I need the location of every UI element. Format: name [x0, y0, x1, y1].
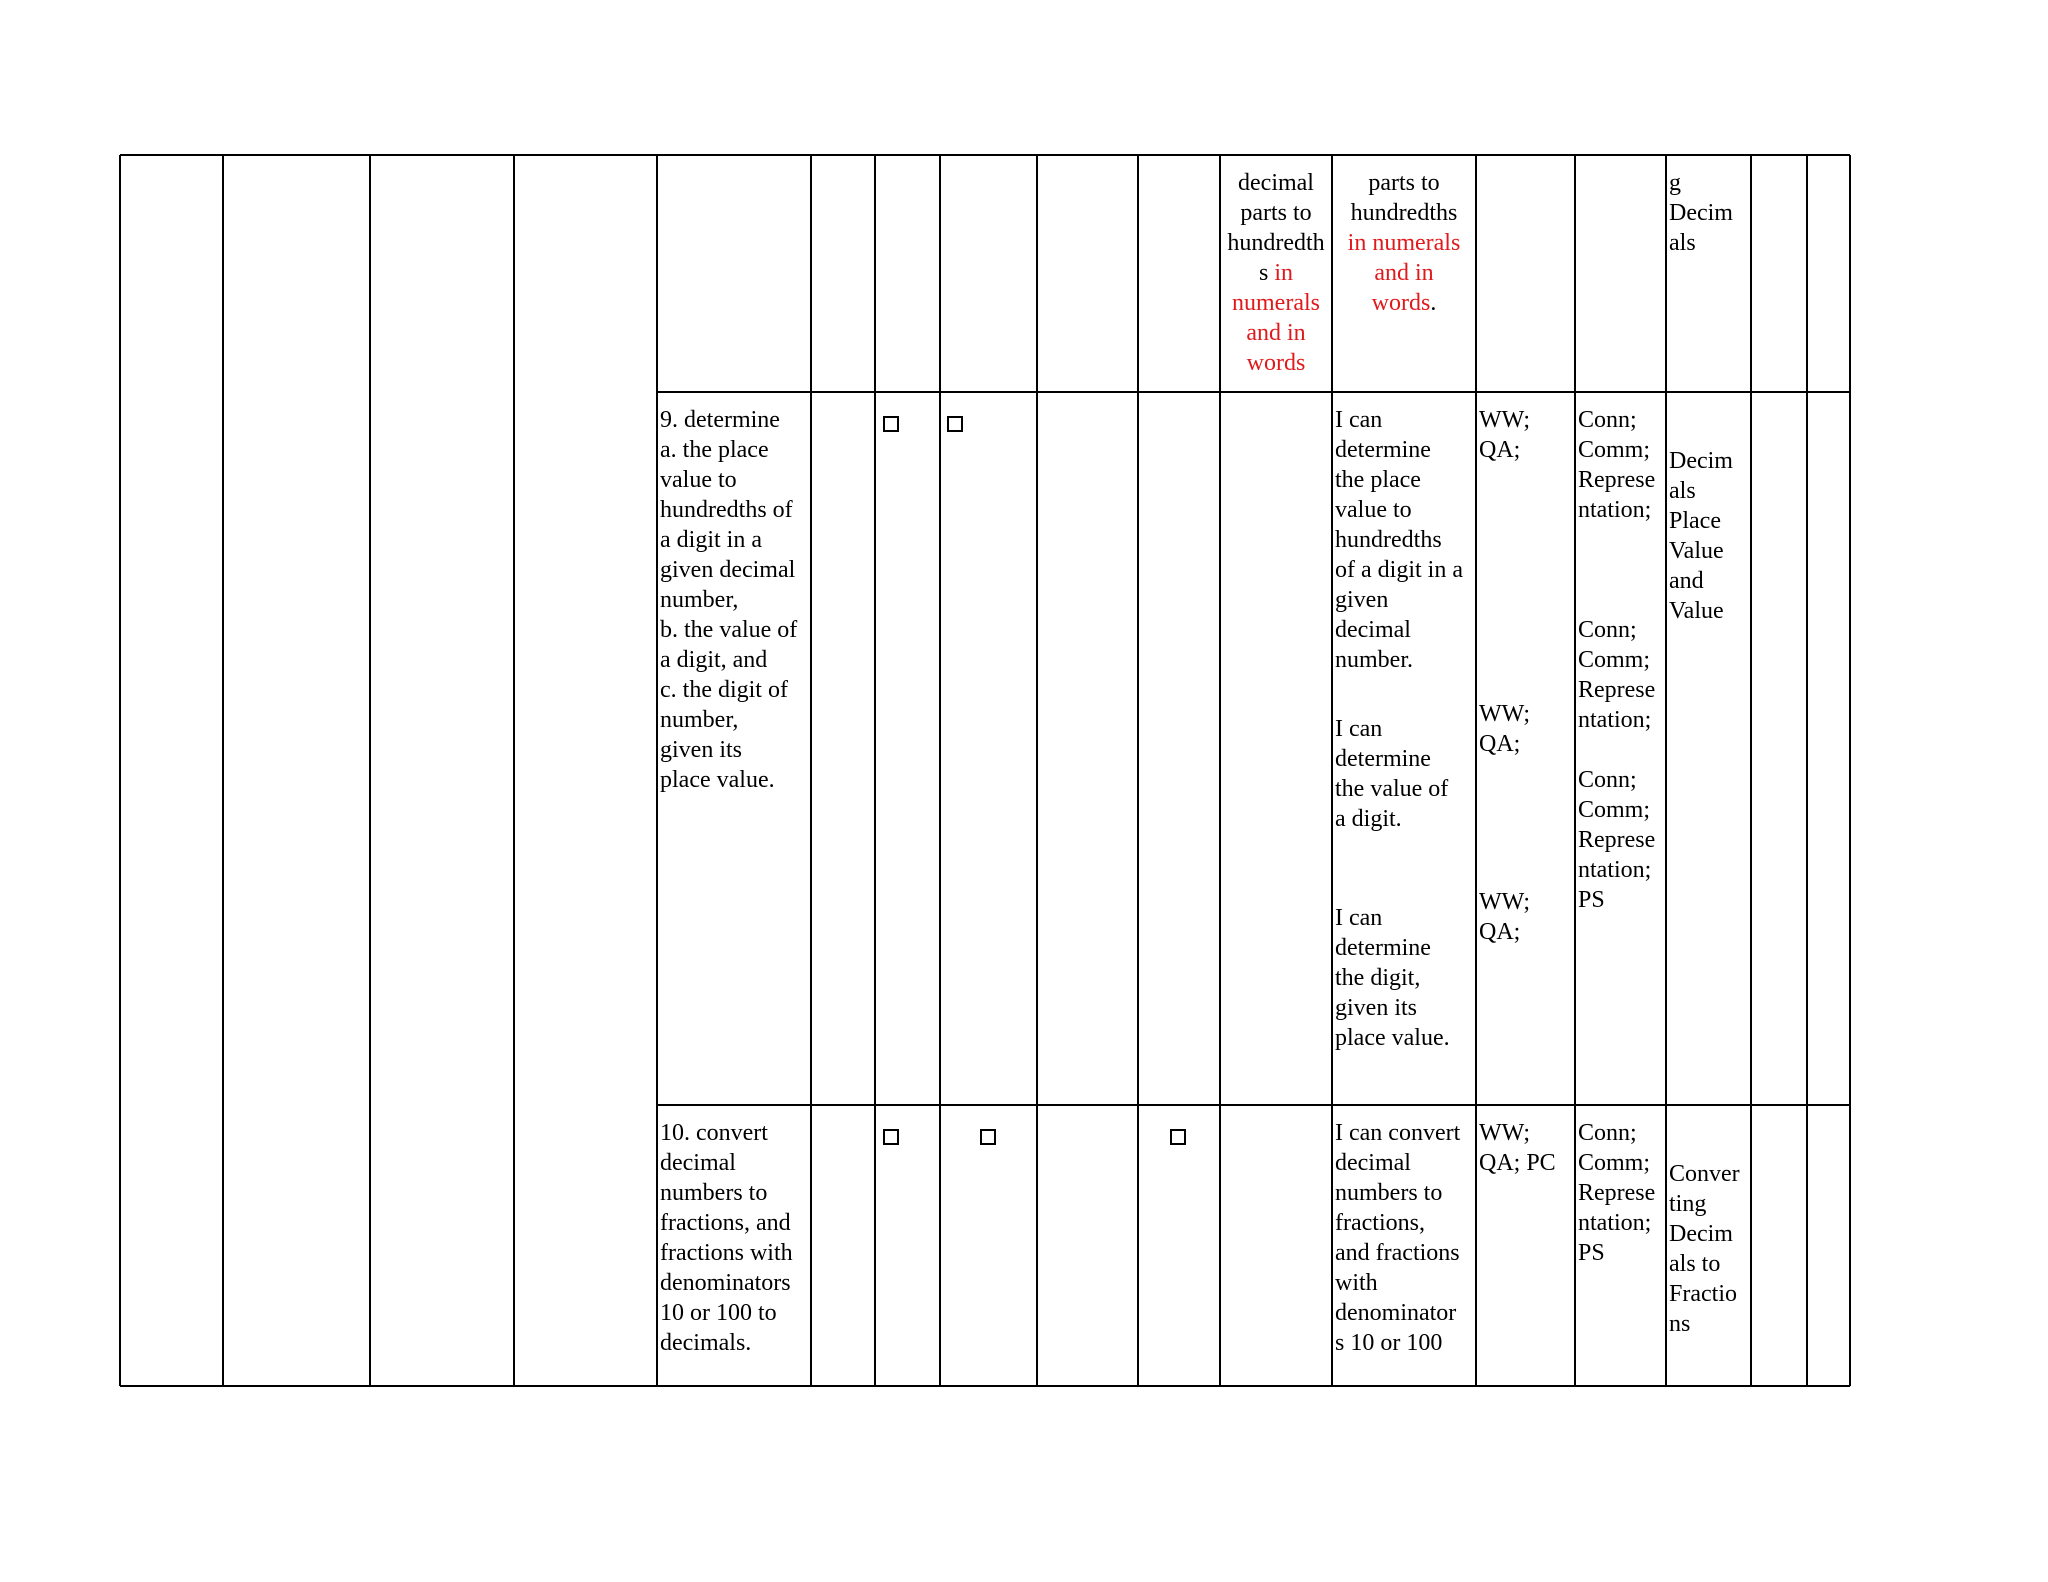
row2-topic: Decim als Place Value and Value [1669, 448, 1733, 624]
row2-process-c: Conn; Comm; Represe ntation; PS [1578, 767, 1656, 913]
row3-checkbox-1[interactable] [883, 1129, 899, 1145]
row3-checkbox-2[interactable] [980, 1129, 996, 1145]
row2-process-b: Conn; Comm; Represe ntation; [1578, 617, 1656, 733]
row3-topic: Conver ting Decim als to Fractio ns [1669, 1161, 1740, 1337]
row3-process: Conn; Comm; Represe ntation; PS [1578, 1120, 1656, 1266]
row1-learning-target-black: parts to hundredths [1350, 170, 1458, 226]
row1-learning-target-tail: . [1430, 290, 1437, 316]
row2-target-b: I can determine the value of a digit. [1335, 716, 1449, 832]
row3-competency: 10. convert decimal numbers to fractions, and fractions with denominators 10 or 100 to decimals. [660, 1120, 793, 1356]
row2-competency: 9. determine a. the place value to hundredths of a digit in a given decimal number, b. the value of a digit, and c. the digit of number, given its place value. [660, 407, 798, 793]
row1-topic: g Decim als [1669, 170, 1733, 256]
row3-target: I can convert decimal numbers to fractions, and fractions with denominator s 10 or 100 [1335, 1120, 1461, 1356]
row2-process-a: Conn; Comm; Represe ntation; [1578, 407, 1656, 523]
row2-checkbox-2[interactable] [947, 416, 963, 432]
row1-learning-target [1333, 168, 1475, 318]
row2-checkbox-1[interactable] [883, 416, 899, 432]
row2-assessment-a: WW; QA; [1479, 407, 1531, 463]
row1-learning-competency-red: in numerals and in words [1232, 260, 1320, 376]
row2-assessment-b: WW; QA; [1479, 701, 1531, 757]
row2-target-a: I can determine the place value to hundredths of a digit in a given decimal number. [1335, 407, 1463, 673]
row1-learning-target-red: in numerals and in words [1347, 230, 1461, 316]
row1-learning-competency-black: decimal parts to hundredth s [1227, 170, 1325, 286]
row3-checkbox-3[interactable] [1170, 1129, 1186, 1145]
row1-learning-competency [1221, 168, 1331, 378]
row2-target-c: I can determine the digit, given its place value. [1335, 905, 1450, 1051]
row2-assessment-c: WW; QA; [1479, 889, 1531, 945]
row3-assessment: WW; QA; PC [1479, 1120, 1556, 1176]
